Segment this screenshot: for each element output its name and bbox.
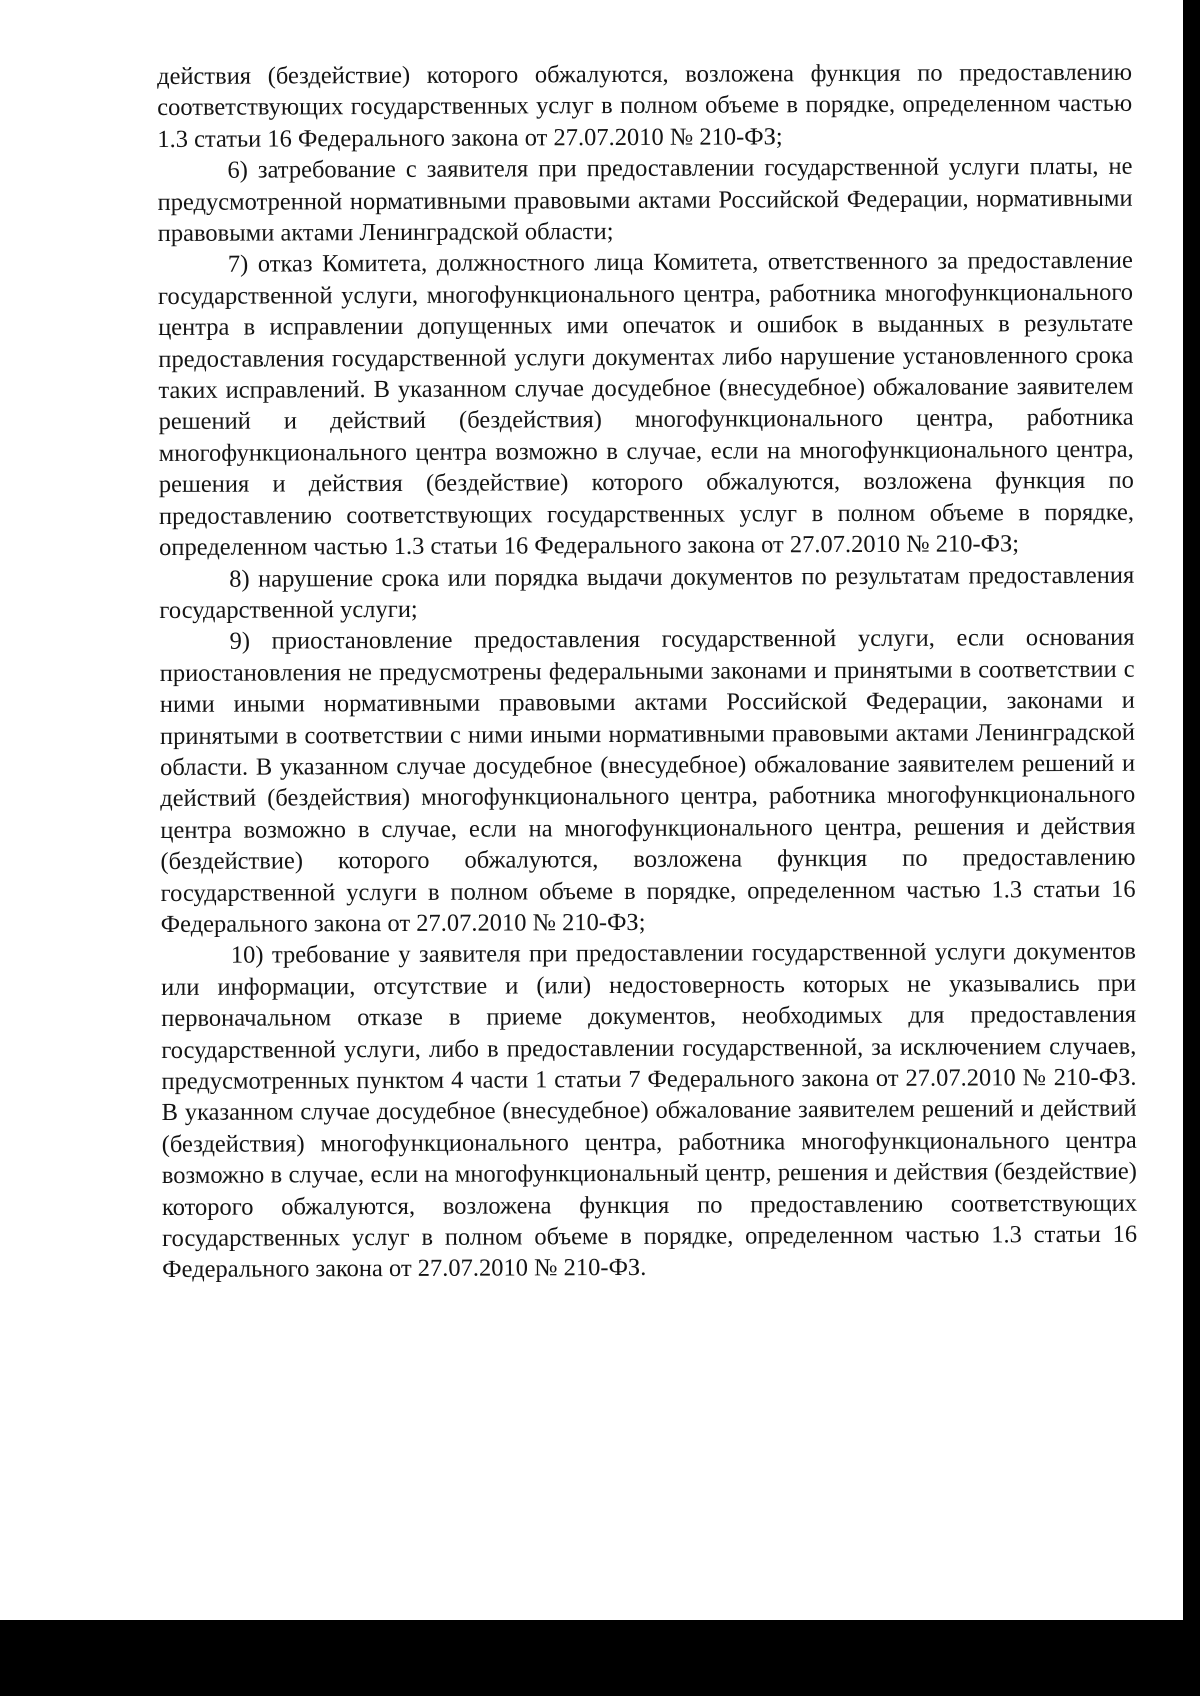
paragraph-continuation: действия (бездействие) которого обжалуются, возложена функция по предоставлению соответствующих государственных услуг в полном объеме в порядке, определенном частью 1.3 статьи 16 Федерального закона от 27.07.2010 № 210-ФЗ; xyxy=(157,58,1133,153)
document-body xyxy=(157,57,1137,1286)
paragraph-item-8: 8) нарушение срока или порядка выдачи документов по результатам предоставления государственной услуги; xyxy=(159,561,1135,624)
paragraph-item-7: 7) отказ Комитета, должностного лица Комитета, ответственного за предоставление государственной услуги, многофункционального центра, работника многофункционального центра в исправлении допущенных ими опечаток и ошибок в выданных в результате предоставления государственной услуги документах либо нарушение установленного срока таких исправлений. В указанном случае досудебное (внесудебное) обжалование заявителем решений и действий (бездействия) многофункционального центра, работника многофункционального центра возможно в случае, если на многофункционального центра, решения и действия (бездействие) которого обжалуются, возложена функция по предоставлению соответствующих государственных услуг в полном объеме в порядке, определенном частью 1.3 статьи 16 Федерального закона от 27.07.2010 № 210-ФЗ; xyxy=(157,247,1135,562)
paragraph-item-10: 10) требование у заявителя при предоставлении государственной услуги документов или информации, отсутствие и (или) недостоверность которых не указывались при первоначальном отказе в приеме документов, необходимых для предоставления государственной услуги, либо в предоставлении государственной, за исключением случаев, предусмотренных пунктом 4 части 1 статьи 7 Федерального закона от 27.07.2010 № 210-ФЗ. В указанном случае досудебное (внесудебное) обжалование заявителем решений и действий (бездействия) многофункционального центра, работника многофункционального центра возможно в случае, если на многофункциональный центр, решения и действия (бездействие) которого обжалуются, возложена функция по предоставлению соответствующих государственных услуг в полном объеме в порядке, определенном частью 1.3 статьи 16 Федерального закона от 27.07.2010 № 210-ФЗ. xyxy=(160,938,1138,1284)
paragraph-item-9: 9) приостановление предоставления государственной услуги, если основания приостановления не предусмотрены федеральными законами и принятыми в соответствии с ними иными нормативными правовыми актами Российской Федерации, законами и принятыми в соответствии с ними иными нормативными правовыми актами Ленинградской области. В указанном случае досудебное (внесудебное) обжалование заявителем решений и действий (бездействия) многофункционального центра, работника многофункционального центра возможно в случае, если на многофункционального центра, решения и действия (бездействие) которого обжалуются, возложена функция по предоставлению государственной услуги в полном объеме в порядке, определенном частью 1.3 статьи 16 Федерального закона от 27.07.2010 № 210-ФЗ; xyxy=(159,624,1136,938)
paragraph-item-6: 6) затребование с заявителя при предоставлении государственной услуги платы, не предусмотренной нормативными правовыми актами Российской Федерации, нормативными правовыми актами Ленинградской области; xyxy=(157,152,1133,248)
scan-border-right xyxy=(1183,0,1200,1620)
